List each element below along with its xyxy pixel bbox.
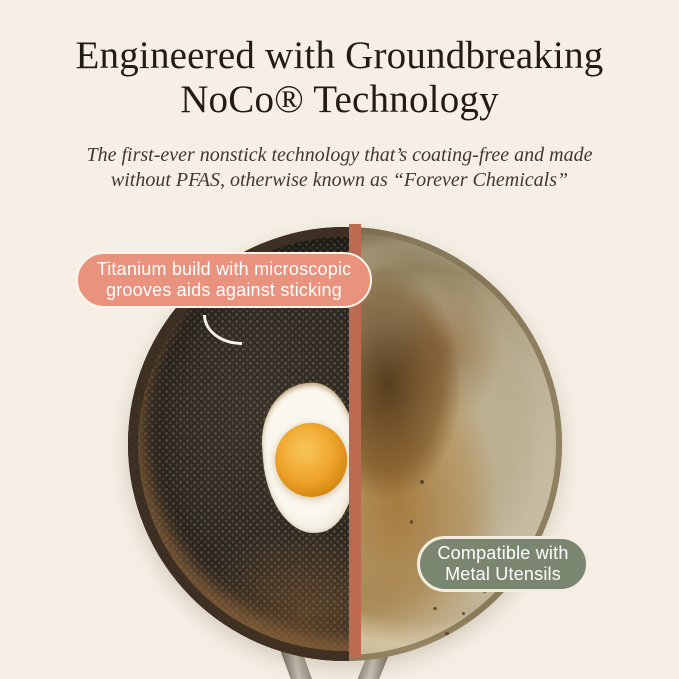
subheadline-line-2: without PFAS, otherwise known as “Forever Chemicals” — [110, 168, 569, 191]
burnt-speck — [410, 520, 413, 524]
burnt-speck — [433, 607, 437, 610]
callout-metal-line-1: Compatible with — [437, 542, 569, 563]
headline — [0, 34, 679, 123]
stainless-pan-half — [349, 227, 562, 661]
burnt-speck — [462, 612, 465, 615]
subheadline-line-1: The first-ever nonstick technology that’s coating-free and made — [86, 144, 593, 166]
headline-line-2: NoCo® Technology — [180, 78, 499, 122]
burnt-speck — [445, 632, 449, 635]
callout-titanium-line-1: Titanium build with microscopic — [96, 258, 352, 279]
callout-titanium-build — [76, 252, 372, 308]
subheadline — [0, 143, 679, 193]
burnt-speck — [420, 480, 424, 484]
callout-titanium-line-2: grooves aids against sticking — [106, 280, 342, 300]
egg-yolk — [273, 421, 350, 500]
headline-line-1: Engineered with Groundbreaking — [75, 34, 604, 77]
callout-metal-utensils — [417, 536, 589, 592]
callout-metal-line-2: Metal Utensils — [445, 564, 561, 584]
